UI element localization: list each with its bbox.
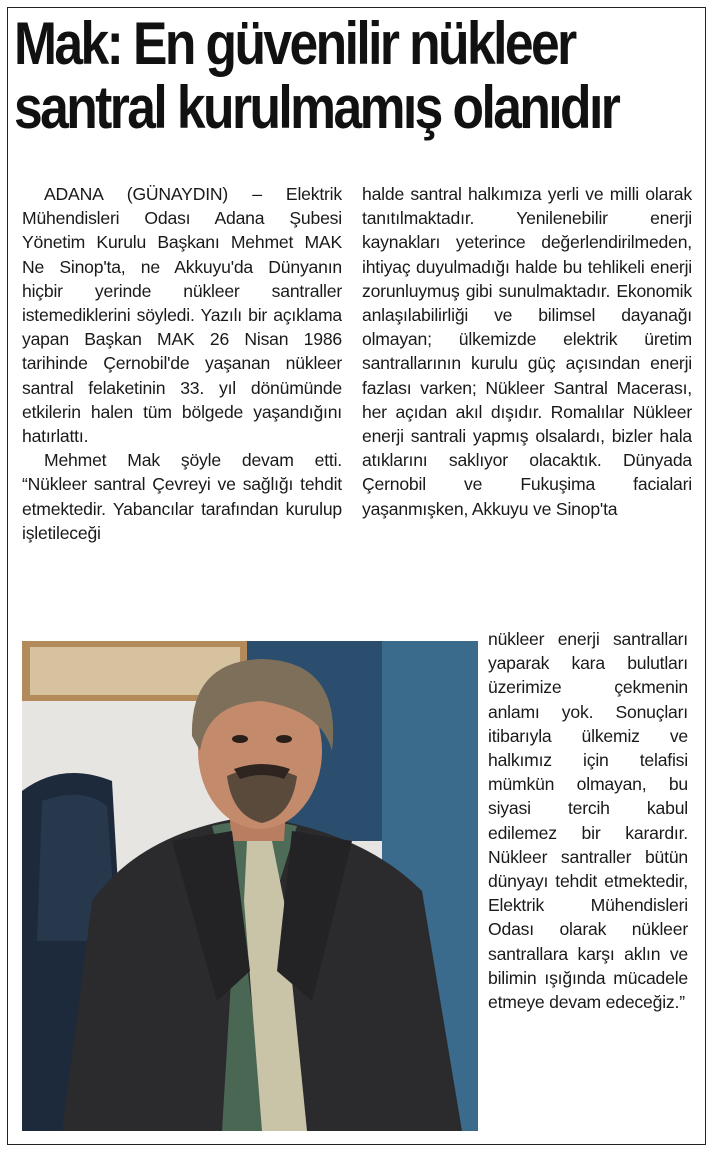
- headline-line-1: Mak: En güvenilir nükleer: [14, 10, 575, 77]
- article-column-right-bottom: [488, 627, 688, 1127]
- paragraph-continuation: halde santral halkımıza yerli ve milli olarak tanıtılmaktadır. Yenilenebilir enerji kaynakları yeterince değerlendirilmeden, ihtiyaç duyulmadığı halde bu tehlikeli enerji zorunluymuş gibi sunulmaktadır. Ekonomik anlaşılabilirliği ve bilimsel dayanağı olmayan; ülkemizde elektrik üretim santrallarının kurulu güç açısından enerji fazlası varken; Nükleer Santral Macerası, her açıdan akıl dışıdır. Romalılar Nükleer enerji santrali yapmış olsalardı, bizler hala atıklarını saklıyor olacaktık. Dünyada Çernobil ve Fukuşima facialari yaşanmışken, Akkuyu ve Sinop'ta: [362, 184, 692, 519]
- paragraph-intro: ADANA (GÜNAYDIN) – Elektrik Mühendisleri Odası Adana Şubesi Yönetim Kurulu Başkanı Mehmet MAK Ne Sinop'ta, ne Akkuyu'da Dünyanın hiçbir yerinde nükleer santraller istemediklerini söyledi. Yazılı bir açıklama yapan Başkan MAK 26 Nisan 1986 tarihinde Çernobil'de yaşanan nükleer santral felaketinin 33. yıl dönümünde etkilerin halen tüm bölgede yaşandığını hatırlattı.: [22, 184, 342, 447]
- headline-line-2: santral kurulmamış olanıdır: [14, 74, 619, 141]
- paragraph-quote-start: Mehmet Mak şöyle devam etti. “Nükleer santral Çevreyi ve sağlığı tehdit etmektedir. Yabancılar tarafından kurulup işletileceği: [22, 450, 342, 543]
- article-column-left: [22, 182, 342, 627]
- portrait-illustration: [22, 641, 478, 1131]
- article-column-right-top: [362, 182, 692, 627]
- headline: [14, 10, 619, 141]
- paragraph-conclusion: nükleer enerji santralları yaparak kara bulutları üzerimize çekmenin anlamı yok. Sonuçları itibarıyla ülkemiz ve halkımız için telafisi mümkün olmayan, bu siyasi tercih kabul edilemez bir karardır. Nükleer santraller bütün dünyayı tehdit etmektedir, Elektrik Mühendisleri Odası olarak nükleer santrallara karşı aklın ve bilimin ışığında mücadele etmeye devam edeceğiz.”: [488, 629, 688, 1013]
- portrait-photo: [22, 641, 478, 1131]
